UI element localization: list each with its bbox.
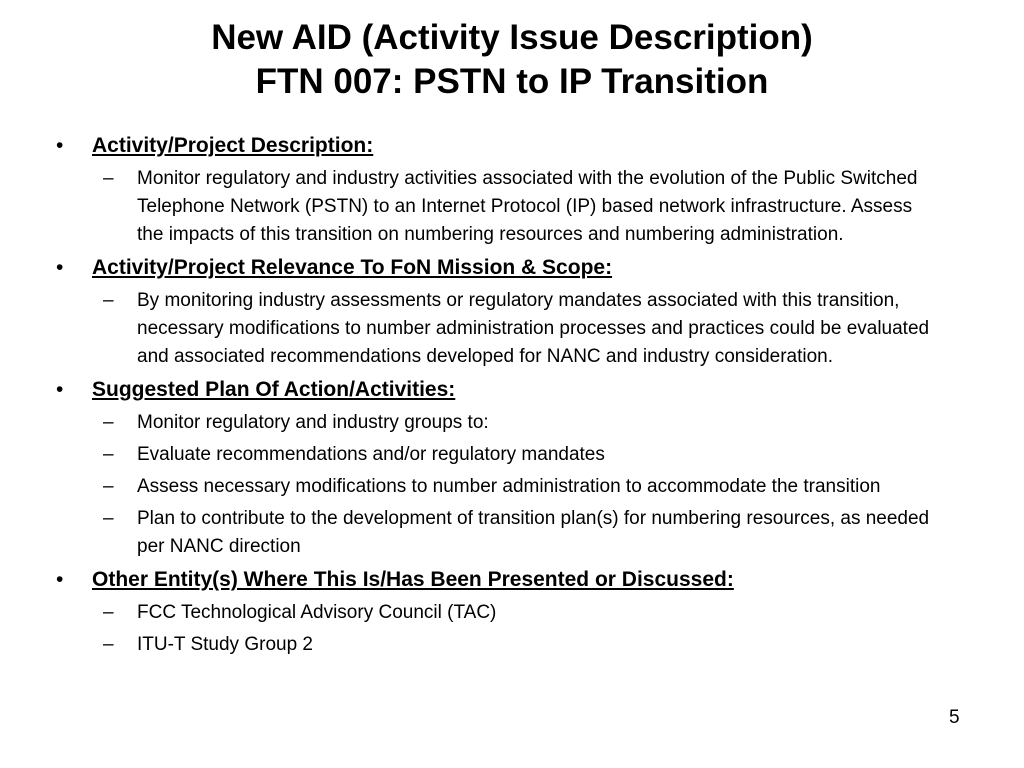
bullet-heading-row (0, 375, 1000, 405)
dash-icon: – (103, 444, 114, 465)
dash-icon: – (103, 602, 114, 623)
bullet-icon: • (56, 378, 64, 401)
page-number: 5 (949, 707, 960, 728)
title-line-1: New AID (Activity Issue Description) (211, 18, 813, 57)
sub-item (0, 473, 1000, 501)
section-other-entities (0, 565, 1000, 659)
section-heading: Suggested Plan Of Action/Activities: (92, 378, 456, 401)
section-heading: Activity/Project Description: (92, 134, 374, 157)
sub-item (0, 409, 1000, 437)
bullet-icon: • (56, 134, 64, 157)
bullet-heading-row (0, 253, 1000, 283)
sub-item-text: Assess necessary modifications to number administration to accommodate the transition (137, 476, 881, 497)
sub-item-text: ITU-T Study Group 2 (137, 634, 313, 655)
dash-icon: – (103, 290, 114, 311)
dash-icon: – (103, 634, 114, 655)
title-line-2: FTN 007: PSTN to IP Transition (255, 62, 769, 101)
dash-icon: – (103, 412, 114, 433)
sub-item-text: By monitoring industry assessments or regulatory mandates associated with this transition, necessary modifications to number administration processes and practices could be evaluated and associated recommendations developed for NANC and industry consideration. (137, 290, 930, 367)
sub-item-text: Monitor regulatory and industry activities associated with the evolution of the Public Switched Telephone Network (PSTN) to an Internet Protocol (IP) based network infrastructure. Assess the impacts of this transition on numbering resources and numbering administration. (137, 168, 918, 245)
section-plan-of-action (0, 375, 1000, 561)
bullet-heading-row (0, 565, 1000, 595)
sub-item (0, 505, 1000, 561)
bullet-icon: • (56, 256, 64, 279)
section-heading: Other Entity(s) Where This Is/Has Been Presented or Discussed: (92, 568, 734, 591)
sub-item (0, 441, 1000, 469)
sub-item-text: Monitor regulatory and industry groups to: (137, 412, 489, 433)
sub-item-text: FCC Technological Advisory Council (TAC) (137, 602, 497, 623)
bullet-icon: • (56, 568, 64, 591)
sub-item (0, 599, 1000, 627)
sub-item (0, 287, 1000, 371)
bullet-heading-row (0, 131, 1000, 161)
sub-item-text: Plan to contribute to the development of transition plan(s) for numbering resources, as needed per NANC direction (137, 508, 930, 557)
dash-icon: – (103, 476, 114, 497)
sub-item (0, 631, 1000, 659)
section-activity-description (0, 131, 1000, 249)
section-relevance (0, 253, 1000, 371)
slide-content (0, 131, 1000, 663)
dash-icon: – (103, 508, 114, 529)
dash-icon: – (103, 168, 114, 189)
section-heading: Activity/Project Relevance To FoN Mission & Scope: (92, 256, 613, 279)
sub-item (0, 165, 1000, 249)
slide-title (0, 16, 1024, 104)
sub-item-text: Evaluate recommendations and/or regulatory mandates (137, 444, 605, 465)
